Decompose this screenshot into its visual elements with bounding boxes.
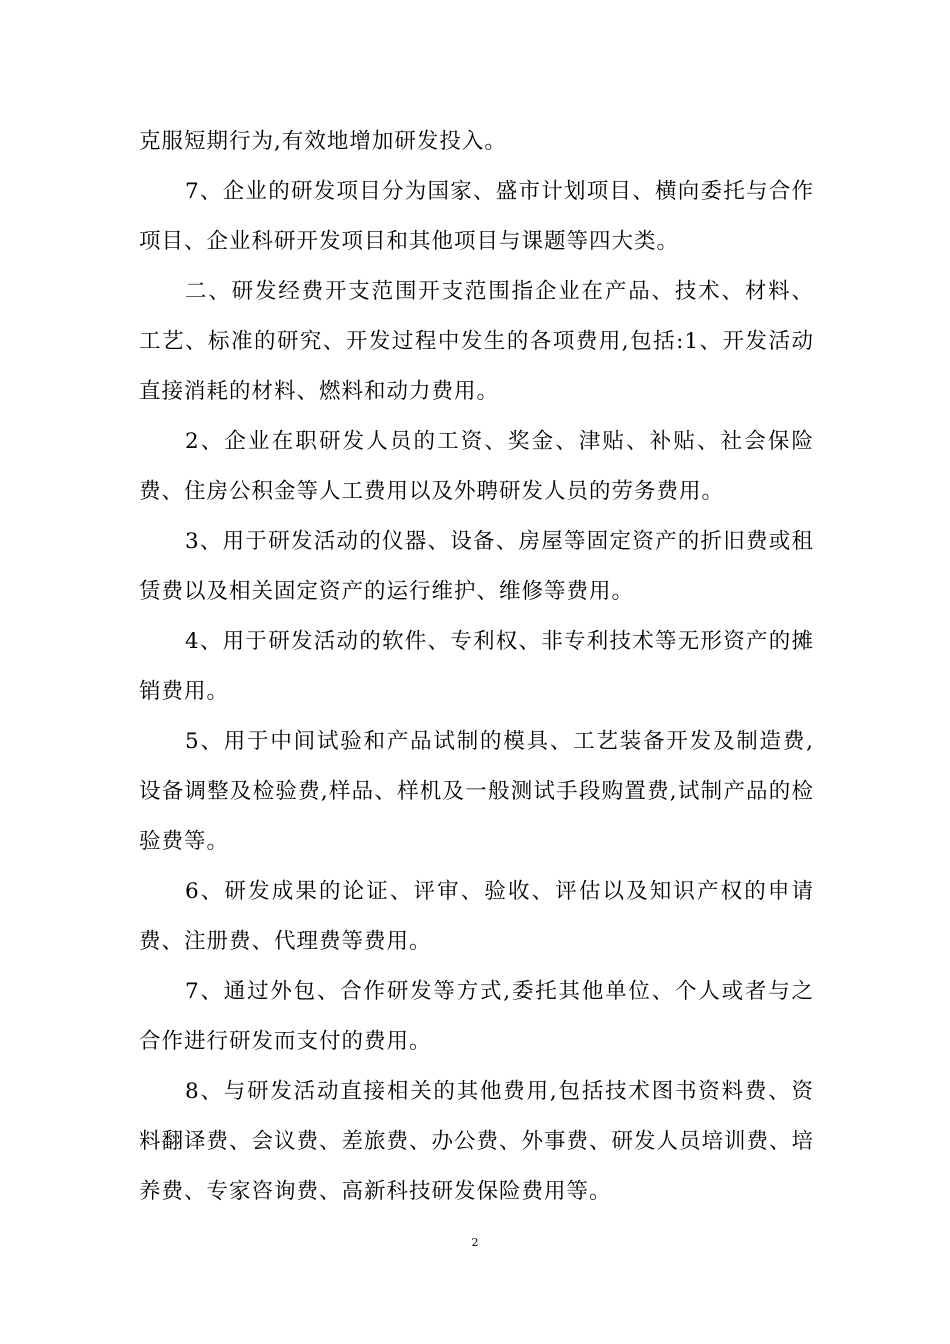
paragraph-project-categories: 7、企业的研发项目分为国家、盛市计划项目、横向委托与合作项目、企业科研开发项目和其他项目与课题等四大类。 (139, 179, 814, 254)
paragraph-other-expenses: 8、与研发活动直接相关的其他费用,包括技术图书资料费、资料翻译费、会议费、差旅费、办公费、外事费、研发人员培训费、培养费、专家咨询费、高新科技研发保险费用等。 (139, 1079, 815, 1204)
paragraph-outsourcing: 7、通过外包、合作研发等方式,委托其他单位、个人或者与之合作进行研发而支付的费用。 (139, 979, 814, 1054)
paragraph-continuation: 克服短期行为,有效地增加研发投入。 (139, 129, 507, 154)
paragraph-ip-fees: 6、研发成果的论证、评审、验收、评估以及知识产权的申请费、注册费、代理费等费用。 (139, 879, 814, 954)
paragraph-personnel-costs: 2、企业在职研发人员的工资、奖金、津贴、补贴、社会保险费、住房公积金等人工费用以及外聘研发人员的劳务费用。 (139, 429, 814, 504)
paragraph-expense-scope: 二、研发经费开支范围开支范围指企业在产品、技术、材料、工艺、标准的研究、开发过程中发生的各项费用,包括:1、开发活动直接消耗的材料、燃料和动力费用。 (139, 279, 814, 404)
paragraph-amortization: 4、用于研发活动的软件、专利权、非专利技术等无形资产的摊销费用。 (139, 629, 814, 704)
paragraph-trial-production: 5、用于中间试验和产品试制的模具、工艺装备开发及制造费,设备调整及检验费,样品、样机及一般测试手段购置费,试制产品的检验费等。 (139, 729, 814, 854)
paragraph-depreciation: 3、用于研发活动的仪器、设备、房屋等固定资产的折旧费或租赁费以及相关固定资产的运行维护、维修等费用。 (139, 529, 814, 604)
page-number: 2 (471, 1236, 479, 1249)
body-text (139, 117, 814, 1217)
